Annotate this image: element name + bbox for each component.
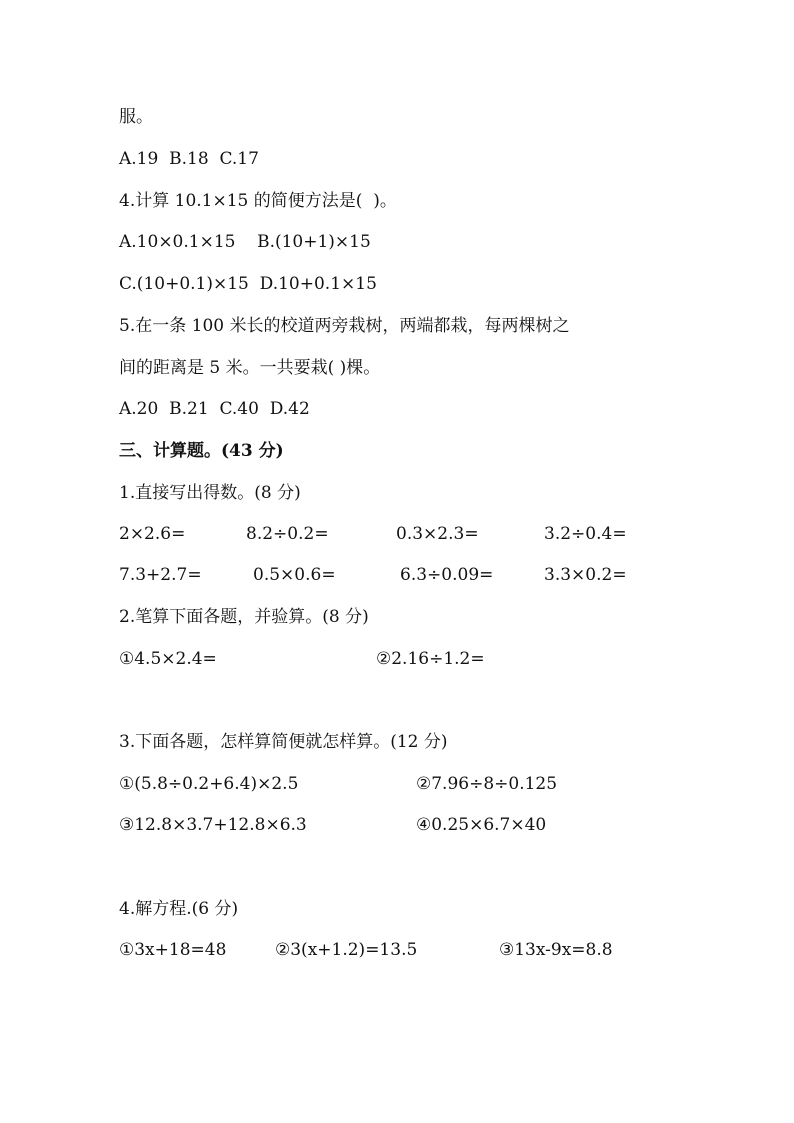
q5-options: A.20 B.21 C.40 D.42 — [119, 399, 310, 419]
simplify-item: ④0.25×6.7×40 — [416, 815, 547, 835]
written-calc-item: ②2.16÷1.2= — [376, 649, 485, 669]
q5-question-line2: 间的距离是 5 米。一共要栽( )棵。 — [119, 358, 381, 378]
mental-math-item: 8.2÷0.2= — [246, 524, 329, 544]
mental-math-item: 3.2÷0.4= — [544, 524, 627, 544]
simplify-item: ③12.8×3.7+12.8×6.3 — [119, 815, 307, 835]
mental-math-item: 2×2.6= — [119, 524, 186, 544]
mental-math-item: 6.3÷0.09= — [400, 565, 494, 585]
mental-math-item: 0.3×2.3= — [396, 524, 479, 544]
equation-item: ①3x+18=48 — [119, 940, 227, 960]
q5-question-line1: 5.在一条 100 米长的校道两旁栽树，两端都栽，每两棵树之 — [119, 316, 570, 336]
simplify-item: ②7.96÷8÷0.125 — [416, 774, 558, 794]
q2-options: A.19 B.18 C.17 — [119, 149, 259, 169]
written-calc-item: ①4.5×2.4= — [119, 649, 217, 669]
sub3-title: 3.下面各题，怎样算简便就怎样算。(12 分) — [119, 732, 448, 752]
mental-math-item: 7.3+2.7= — [119, 565, 202, 585]
q4-options-row1: A.10×0.1×15 B.(10+1)×15 — [119, 232, 371, 252]
sub4-title: 4.解方程.(6 分) — [119, 899, 239, 919]
mental-math-item: 0.5×0.6= — [253, 565, 336, 585]
sub2-title: 2.笔算下面各题，并验算。(8 分) — [119, 607, 369, 627]
equation-item: ③13x-9x=8.8 — [499, 940, 613, 960]
sub1-title: 1.直接写出得数。(8 分) — [119, 483, 301, 503]
q2-tail: 服。 — [119, 107, 153, 127]
section3-heading: 三、计算题。(43 分) — [119, 441, 284, 461]
simplify-item: ①(5.8÷0.2+6.4)×2.5 — [119, 774, 299, 794]
equation-item: ②3(x+1.2)=13.5 — [275, 940, 418, 960]
mental-math-item: 3.3×0.2= — [544, 565, 627, 585]
q4-question: 4.计算 10.1×15 的简便方法是( )。 — [119, 191, 397, 211]
q4-options-row2: C.(10+0.1)×15 D.10+0.1×15 — [119, 274, 377, 294]
